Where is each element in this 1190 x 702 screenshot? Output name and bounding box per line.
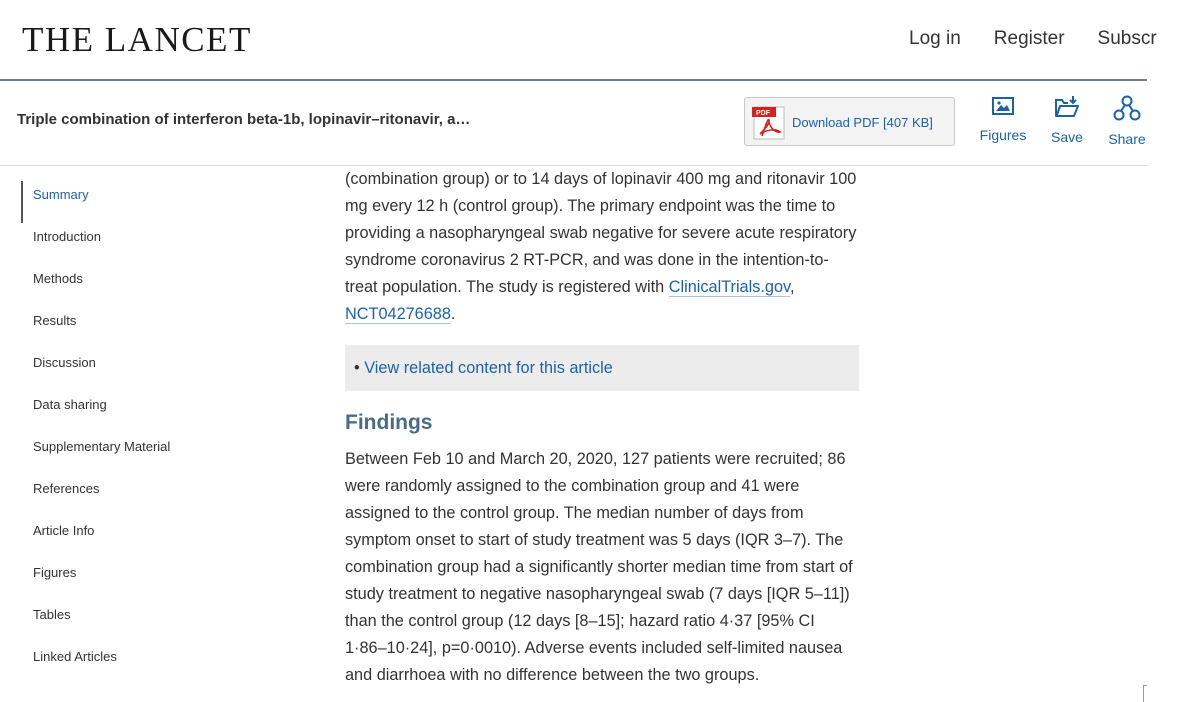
share-icon bbox=[1113, 95, 1141, 121]
comma: , bbox=[789, 278, 795, 296]
register-link[interactable]: Register bbox=[993, 28, 1065, 49]
sidebar-item-summary[interactable]: Summary bbox=[21, 181, 261, 223]
findings-paragraph: Between Feb 10 and March 20, 2020, 127 patients were recruited; 86 were randomly assigned to the combination group and 41 were assigned to the control group. The median number of days from symptom onset to start of study treatment was 5 days (IQR 3–7). The combination group had a significantly shorter median time from start of study treatment to negative nasopharyngeal swab (7 days [IQR 5–11]) than the control group (12 days [8–15]; hazard ratio 4·37 [95% CI 1·86–10·24], p=0·0010). Adverse events included self-limited nausea and diarrhoea with no difference between the two groups. bbox=[345, 450, 853, 684]
methods-paragraph bbox=[345, 166, 859, 328]
sidebar-item-tables[interactable]: Tables bbox=[33, 607, 71, 622]
sidebar-item-linked-articles[interactable]: Linked Articles bbox=[33, 649, 117, 664]
sidebar-item-introduction[interactable]: Introduction bbox=[33, 229, 101, 244]
article-content bbox=[345, 166, 859, 689]
sidebar-item-discussion[interactable]: Discussion bbox=[33, 355, 96, 370]
pdf-icon bbox=[752, 106, 788, 140]
period: . bbox=[450, 305, 456, 323]
sidebar-item-figures[interactable]: Figures bbox=[33, 565, 77, 580]
sidebar-item-methods[interactable]: Methods bbox=[33, 271, 83, 286]
save-button[interactable] bbox=[1037, 95, 1097, 145]
share-button[interactable] bbox=[1097, 95, 1157, 147]
related-content-box bbox=[345, 345, 859, 391]
figures-button[interactable] bbox=[973, 95, 1033, 143]
svg-text:PDF: PDF bbox=[756, 110, 770, 117]
findings-heading: Findings bbox=[345, 411, 433, 434]
related-content-link[interactable]: View related content for this article bbox=[364, 359, 613, 377]
methods-text: (combination group) or to 14 days of lopinavir 400 mg and ritonavir 100 mg every 12 h (control group). The primary endpoint was the time to providing a nasopharyngeal swab negative for severe acute respiratory syndrome coronavirus 2 RT-PCR, and was done in the intention-to-treat population. The study is registered with bbox=[345, 170, 857, 296]
figures-label: Figures bbox=[979, 127, 1027, 143]
share-label: Share bbox=[1108, 131, 1146, 147]
subscribe-link[interactable]: Subscr bbox=[1097, 28, 1157, 49]
lancet-logo[interactable]: THE LANCET bbox=[22, 20, 252, 59]
article-sections-nav bbox=[21, 181, 261, 685]
article-title: Triple combination of interferon beta-1b, lopinavir–ritonavir, a… bbox=[17, 111, 471, 128]
bullet: • bbox=[354, 359, 360, 377]
sidebar-item-article-info[interactable]: Article Info bbox=[33, 523, 95, 538]
login-link[interactable]: Log in bbox=[909, 28, 961, 49]
sidebar-item-results[interactable]: Results bbox=[33, 313, 77, 328]
pdf-button-label: Download PDF [407 KB] bbox=[792, 115, 933, 130]
folder-save-icon bbox=[1054, 95, 1080, 119]
clinicaltrials-link[interactable]: ClinicalTrials.gov bbox=[668, 278, 790, 296]
download-pdf-button[interactable] bbox=[744, 97, 955, 146]
image-icon bbox=[991, 95, 1015, 117]
top-nav bbox=[909, 28, 1190, 50]
save-label: Save bbox=[1051, 129, 1083, 145]
sidebar-item-data-sharing[interactable]: Data sharing bbox=[33, 397, 107, 412]
sidebar-item-references[interactable]: References bbox=[33, 481, 100, 496]
scroll-corner bbox=[1143, 685, 1147, 702]
trial-id-link[interactable]: NCT04276688 bbox=[345, 305, 451, 323]
sidebar-item-supplementary-material[interactable]: Supplementary Material bbox=[33, 439, 171, 454]
article-toolbar bbox=[0, 81, 1147, 166]
masthead bbox=[0, 0, 1157, 81]
